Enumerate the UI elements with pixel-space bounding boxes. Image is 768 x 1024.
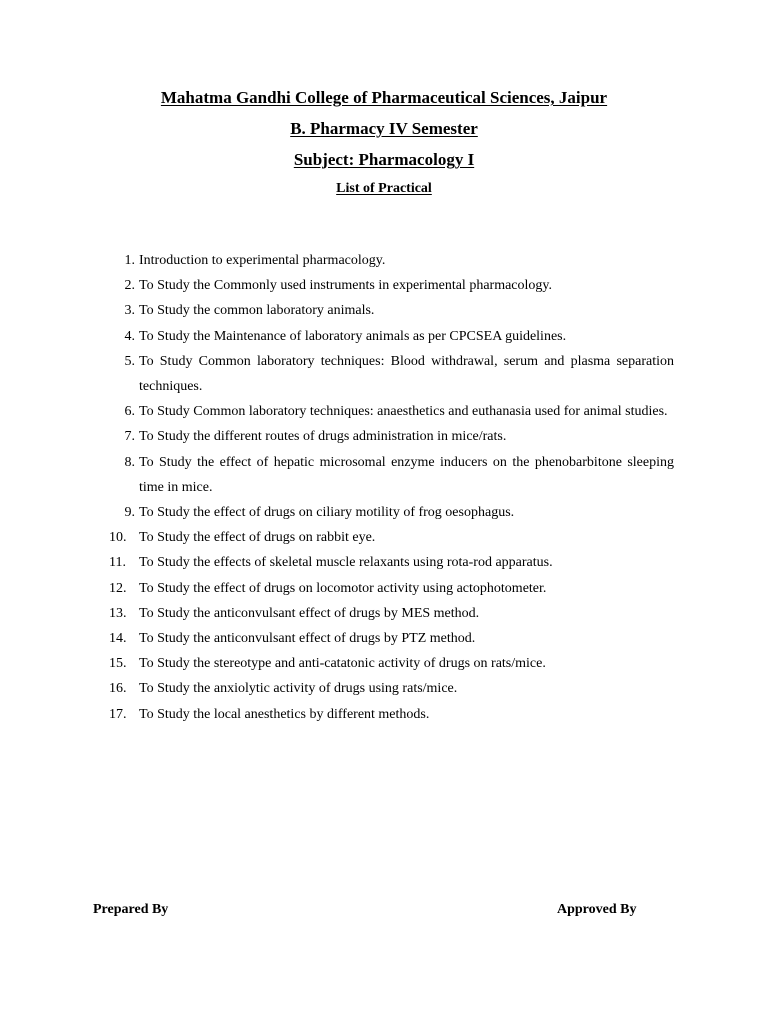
practical-text: To Study the effect of drugs on ciliary motility of frog oesophagus. — [139, 505, 515, 521]
practical-number: 14. — [109, 631, 127, 647]
practical-item — [109, 702, 674, 727]
practical-number: 6. — [124, 404, 135, 420]
approved-by-label: Approved By — [557, 902, 637, 917]
practical-number: 17. — [109, 706, 127, 722]
practical-text: To Study the Maintenance of laboratory animals as per CPCSEA guidelines. — [139, 328, 567, 344]
practical-item — [109, 576, 674, 601]
practical-number: 13. — [109, 605, 127, 621]
practical-item — [113, 324, 674, 349]
practical-number: 2. — [124, 278, 135, 294]
practical-number: 11. — [109, 555, 126, 571]
practical-number: 7. — [124, 429, 135, 445]
practical-number: 8. — [124, 454, 135, 470]
practical-number: 15. — [109, 656, 127, 672]
practical-item — [109, 651, 674, 676]
practical-text: To Study the anticonvulsant effect of drugs by MES method. — [139, 605, 480, 621]
practical-number: 16. — [109, 681, 127, 697]
practical-text: To Study the effect of drugs on rabbit eye. — [139, 530, 376, 546]
practical-item — [113, 349, 674, 399]
practical-text: To Study the effect of drugs on locomotor activity using actophotometer. — [139, 580, 547, 596]
practical-number: 3. — [124, 303, 135, 319]
practical-item — [113, 450, 674, 500]
practical-text: Introduction to experimental pharmacology. — [139, 253, 386, 268]
subject-title: Subject: Pharmacology I — [293, 150, 475, 169]
practical-text: To Study the different routes of drugs administration in mice/rats. — [139, 429, 507, 445]
practical-item — [113, 424, 674, 449]
practical-number: 4. — [124, 328, 135, 344]
practical-number: 5. — [124, 353, 135, 369]
practical-text: To Study Common laboratory techniques: Blood withdrawal, serum and plasma separation techniques. — [139, 353, 674, 395]
practical-item — [109, 676, 674, 701]
practical-number: 12. — [109, 580, 127, 596]
practical-text: To Study the Commonly used instruments in experimental pharmacology. — [139, 278, 552, 294]
practical-text: To Study the local anesthetics by different methods. — [139, 706, 430, 722]
practical-number: 9. — [124, 505, 135, 521]
practical-item — [109, 550, 674, 575]
prepared-by-label: Prepared By — [93, 902, 169, 917]
practical-item — [113, 399, 674, 424]
practical-item — [109, 626, 674, 651]
practical-text: To Study the stereotype and anti-catatonic activity of drugs on rats/mice. — [139, 656, 546, 672]
practical-item — [109, 525, 674, 550]
practical-item — [109, 601, 674, 626]
practical-text: To Study the common laboratory animals. — [139, 303, 375, 319]
practical-text: To Study Common laboratory techniques: anaesthetics and euthanasia used for animal studies. — [139, 404, 668, 420]
program-title: B. Pharmacy IV Semester — [290, 119, 478, 138]
practical-number: 10. — [109, 530, 127, 546]
practical-list — [109, 248, 674, 727]
practical-number: 1. — [124, 253, 135, 268]
list-title: List of Practical — [336, 181, 432, 196]
practical-item — [113, 298, 674, 323]
practical-item — [113, 500, 674, 525]
practical-text: To Study the anxiolytic activity of drugs using rats/mice. — [139, 681, 458, 697]
practical-text: To Study the anticonvulsant effect of drugs by PTZ method. — [139, 631, 476, 647]
practical-text: To Study the effects of skeletal muscle relaxants using rota-rod apparatus. — [139, 555, 553, 571]
practical-item — [113, 248, 674, 273]
practical-item — [113, 273, 674, 298]
college-title: Mahatma Gandhi College of Pharmaceutical Sciences, Jaipur — [160, 88, 608, 107]
practical-text: To Study the effect of hepatic microsomal enzyme inducers on the phenobarbitone sleeping time in mice. — [139, 454, 674, 495]
